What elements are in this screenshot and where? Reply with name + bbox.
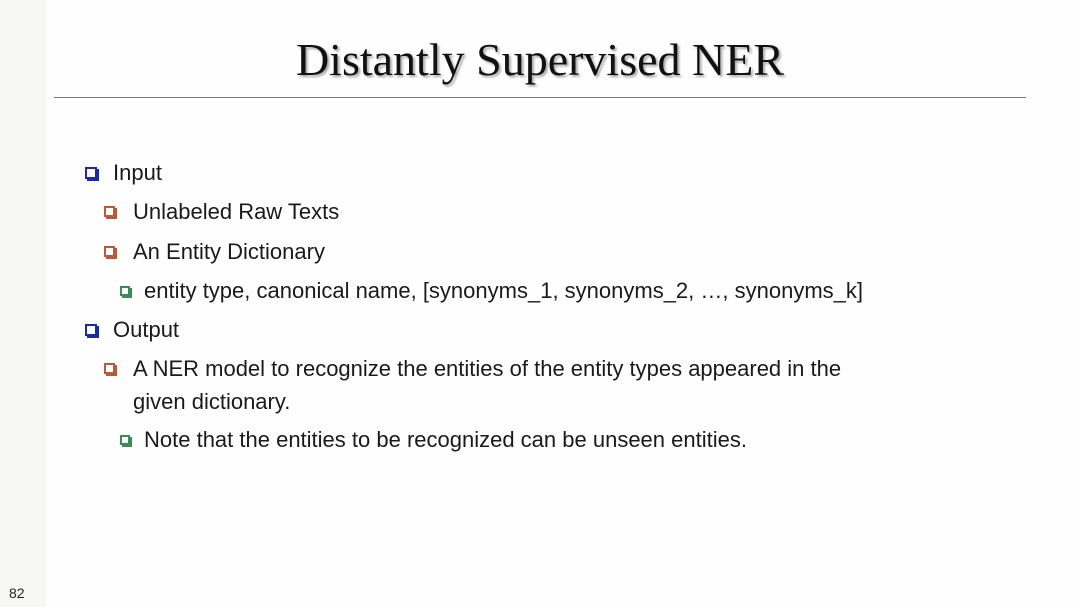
bullet-square-icon: [120, 286, 130, 296]
bullet-text: Input: [113, 160, 162, 185]
bullet-text: Unlabeled Raw Texts: [133, 199, 340, 224]
bullet-square-icon: [85, 167, 97, 179]
bullet-text: An Entity Dictionary: [133, 239, 325, 264]
bullet-text-line-1: A NER model to recognize the entities of the entity types appeared in the: [133, 356, 842, 381]
bullet-text: Note that the entities to be recognized can be unseen entities.: [144, 427, 747, 452]
bullet-square-icon: [104, 363, 115, 374]
slide-left-margin: [0, 0, 46, 607]
bullet-square-icon: [85, 324, 97, 336]
bullet-square-icon: [104, 206, 115, 217]
bullet-text: entity type, canonical name, [synonyms_1, synonyms_2, …, synonyms_k]: [144, 278, 863, 303]
bullet-text-line-2: given dictionary.: [133, 389, 291, 414]
slide-title: Distantly Supervised NER: [295, 34, 785, 85]
bullet-square-icon: [104, 246, 115, 257]
bullet-square-icon: [120, 435, 130, 445]
page-number: 82: [9, 585, 25, 601]
title-divider: [54, 97, 1026, 98]
bullet-text: Output: [113, 317, 180, 342]
